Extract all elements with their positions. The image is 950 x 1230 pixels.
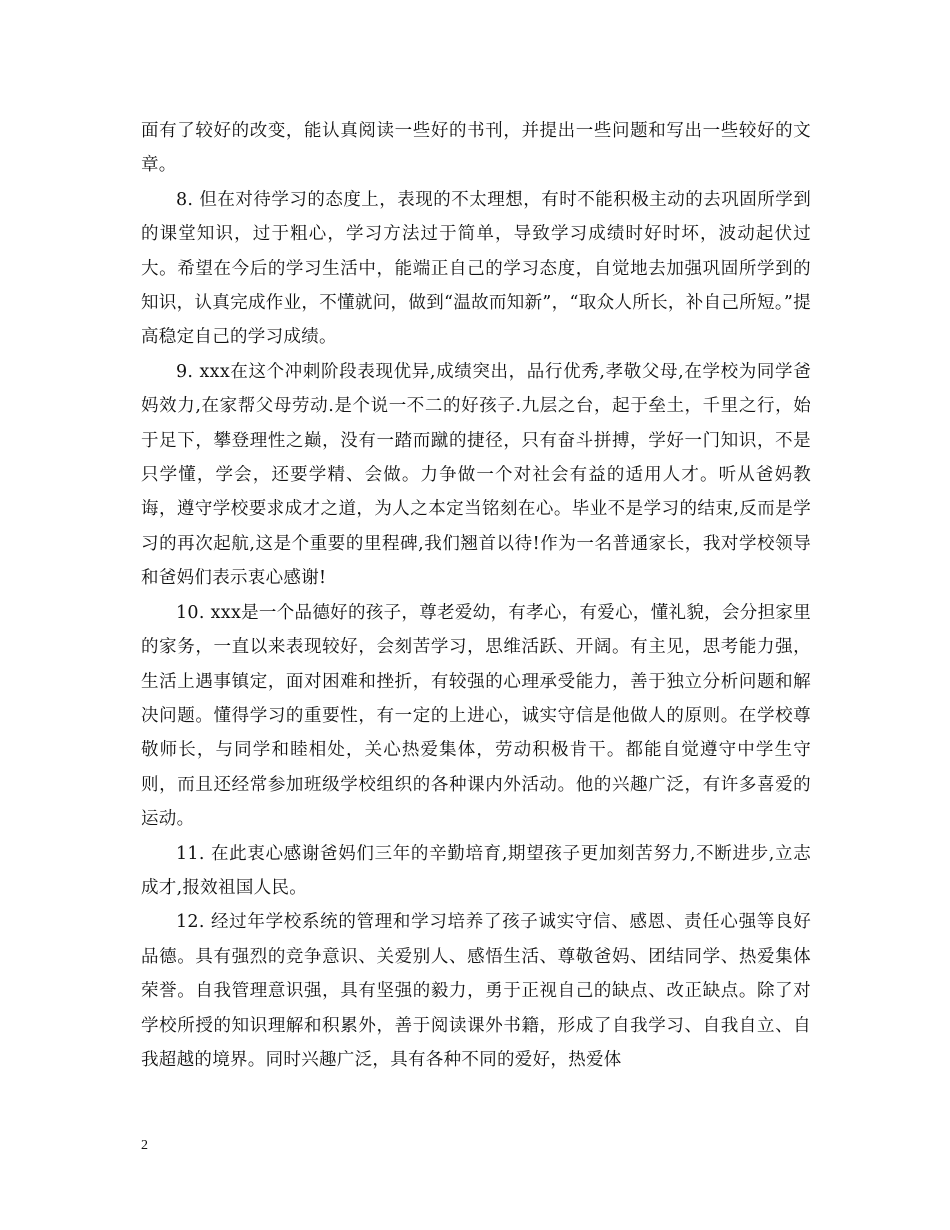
paragraph-item-10: 10. xxx是一个品德好的孩子，尊老爱幼，有孝心，有爱心，懂礼貌，会分担家里的家务，一直以来表现较好，会刻苦学习，思维活跃、开阔。有主见，思考能力强，生活上遇事镇定，面对困难和挫折，有较强的心理承受能力，善于独立分析问题和解决问题。懂得学习的重要性，有一定的上进心，诚实守信是他做人的原则。在学校尊敬师长，与同学和睦相处，关心热爱集体，劳动积极肯干。都能自觉遵守中学生守则，而且还经常参加班级学校组织的各种课内外活动。他的兴趣广泛，有许多喜爱的运动。 [141, 602, 811, 830]
document-body [141, 114, 811, 1077]
paragraph-item-11: 11. 在此衷心感谢爸妈们三年的辛勤培育,期望孩子更加刻苦努力,不断进步,立志成才,报效祖国人民。 [141, 843, 811, 898]
paragraph-continuation: 面有了较好的改变，能认真阅读一些好的书刊，并提出一些问题和写出一些较好的文章。 [141, 121, 811, 176]
paragraph-item-8: 8. 但在对待学习的态度上，表现的不太理想，有时不能积极主动的去巩固所学到的课堂知识，过于粗心，学习方法过于简单，导致学习成绩时好时坏，波动起伏过大。希望在今后的学习生活中，能端正自己的学习态度，自觉地去加强巩固所学到的知识，认真完成作业，不懂就问，做到“温故而知新”，“取众人所长，补自己所短。”提高稳定自己的学习成绩。 [141, 189, 811, 348]
paragraph-item-9: 9. xxx在这个冲刺阶段表现优异,成绩突出，品行优秀,孝敬父母,在学校为同学爸妈效力,在家帮父母劳动.是个说一不二的好孩子.九层之台，起于垒土，千里之行，始于足下，攀登理性之巅，没有一踏而蹴的捷径，只有奋斗拼搏，学好一门知识，不是只学懂，学会，还要学精、会做。力争做一个对社会有益的适用人才。听从爸妈教诲，遵守学校要求成才之道，为人之本定当铭刻在心。毕业不是学习的结束,反而是学习的再次起航,这是个重要的里程碑,我们翘首以待!作为一名普通家长，我对学校领导和爸妈们表示衷心感谢! [141, 361, 811, 589]
paragraph-item-12: 12. 经过年学校系统的管理和学习培养了孩子诚实守信、感恩、责任心强等良好品德。具有强烈的竞争意识、关爱别人、感悟生活、尊敬爸妈、团结同学、热爱集体荣誉。自我管理意识强，具有坚强的毅力，勇于正视自己的缺点、改正缺点。除了对学校所授的知识理解和积累外，善于阅读课外书籍，形成了自我学习、自我自立、自我超越的境界。同时兴趣广泛，具有各种不同的爱好，热爱体 [141, 912, 811, 1070]
page-number: 2 [141, 1138, 148, 1153]
